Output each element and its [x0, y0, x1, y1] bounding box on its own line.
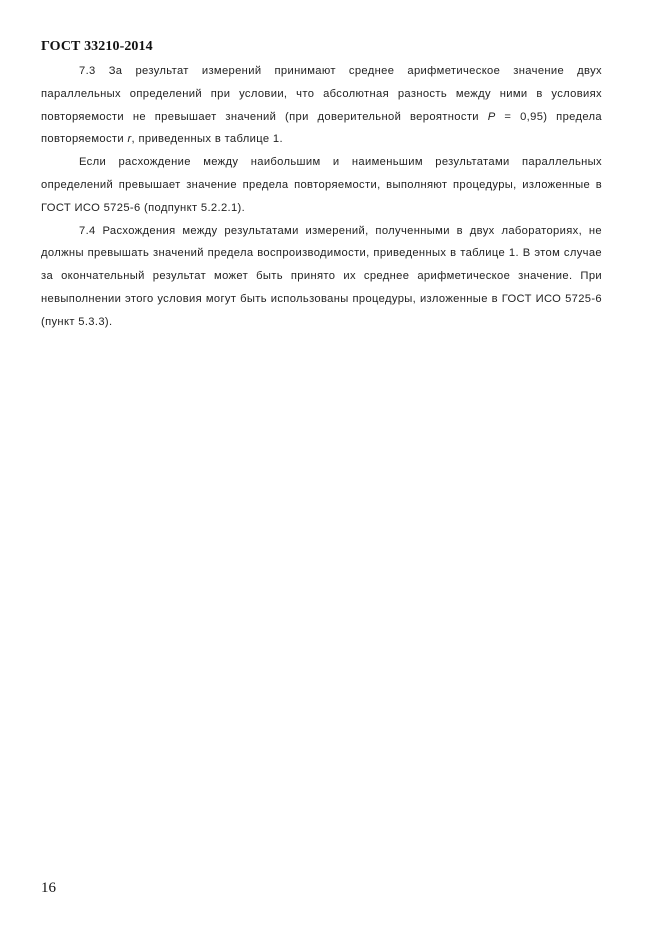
variable-r: r [127, 133, 132, 146]
paragraph-7-3-continuation: Если расхождение между наибольшим и наименьшим результатами параллельных определений превышает значение предела повторяемости, выполняют процедуры, изложенные в ГОСТ ИСО 5725-6 (подпункт 5.2.2.1). [41, 156, 602, 214]
paragraph-7-3-text-1: 7.3 За результат измерений принимают среднее арифметическое значение двух параллельных определений при условии, что абсолютная разность между ними в условиях повторяемости не превышает значений (при доверительной вероятности [41, 65, 602, 123]
paragraph-7-3 [41, 60, 602, 151]
variable-p: P [487, 110, 496, 123]
paragraph-7-3-text-3: , приведенных в таблице 1. [131, 133, 283, 146]
page-number: 16 [41, 880, 56, 896]
paragraph-7-4: 7.4 Расхождения между результатами измерений, полученными в двух лабораториях, не должны превышать значений предела воспроизводимости, приведенных в таблице 1. В этом случае за окончательный результат может быть принято их среднее арифметическое значение. При невыполнении этого условия могут быть использованы процедуры, изложенные в ГОСТ ИСО 5725-6 (пункт 5.3.3). [41, 224, 602, 328]
standard-header: ГОСТ 33210-2014 [41, 39, 153, 54]
paragraph-7-3-text-2: = 0,95) предела повторяемости [41, 110, 602, 146]
document-body [41, 60, 602, 334]
